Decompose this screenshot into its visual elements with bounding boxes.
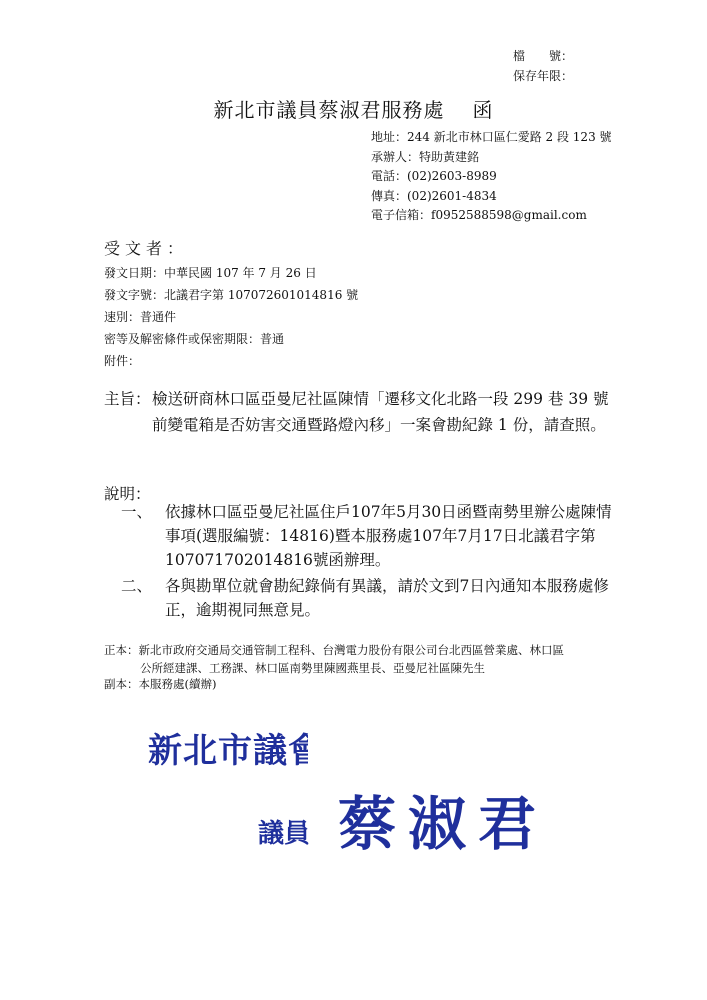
retention-period-label: 保存年限： <box>513 69 574 83</box>
seal-organization-text: 新北市議會 <box>148 731 308 771</box>
copy-recipients: 副本：本服務處(續辦) <box>104 677 217 691</box>
seal-signature-svg <box>258 780 588 860</box>
subject-text: 檢送研商林口區亞曼尼社區陳情「遷移文化北路一段 299 巷 39 號前變電箱是否妨害交通暨路燈內移」一案會勘紀錄 1 份，請查照。 <box>152 390 609 434</box>
item-number: 一、 <box>121 503 153 521</box>
seal-name-text: 蔡淑君 <box>338 790 549 858</box>
seal-organization-svg <box>148 722 308 774</box>
archive-block <box>513 46 573 86</box>
meta-block <box>104 262 358 372</box>
issue-number: 發文字號：北議君字第 107072601014816 號 <box>104 288 359 302</box>
item-number: 二、 <box>121 577 153 595</box>
seal-organization <box>148 722 308 778</box>
handler: 承辦人：特助黃建銘 <box>371 149 480 164</box>
original-line: 正本：新北市政府交通局交通管制工程科、台灣電力股份有限公司台北西區營業處、林口區 <box>104 643 564 657</box>
security-level: 密等及解密條件或保密期限：普通 <box>104 332 285 346</box>
file-number-label: 檔 號： <box>513 49 574 63</box>
phone: 電話：(02)2603-8989 <box>371 169 497 183</box>
document-title <box>0 94 707 123</box>
subject-label: 主旨： <box>104 390 151 408</box>
original-recipients <box>104 641 564 677</box>
seal-signature <box>258 780 588 864</box>
recipient-label: 受文者： <box>104 239 189 258</box>
issue-date: 發文日期：中華民國 107 年 7 月 26 日 <box>104 266 317 280</box>
delivery-speed: 速別：普通件 <box>104 310 177 324</box>
attachment-label: 附件： <box>104 354 141 368</box>
subject-section <box>104 386 624 438</box>
office-name: 新北市議員蔡淑君服務處 <box>213 98 445 122</box>
fax: 傳真：(02)2601-4834 <box>371 188 497 203</box>
contact-block <box>371 128 612 226</box>
document-type: 函 <box>472 98 494 122</box>
email: 電子信箱：f0952588598@gmail.com <box>371 208 587 222</box>
address: 地址：244 新北市林口區仁愛路 2 段 123 號 <box>371 130 612 144</box>
explanation-label: 說明： <box>104 485 151 503</box>
original-line-cont: 公所經建課、工務課、林口區南勢里陳國燕里長、亞曼尼社區陳先生 <box>140 661 485 675</box>
item-text: 依據林口區亞曼尼社區住戶107年5月30日函暨南勢里辦公處陳情事項(選服編號：14816)暨本服務處107年7月17日北議君字第107071702014816號函辦理。 <box>165 503 612 569</box>
seal-role-text: 議員 <box>258 819 311 849</box>
item-text: 各與勘單位就會勘紀錄倘有異議，請於文到7日內通知本服務處修正，逾期視同無意見。 <box>165 577 609 619</box>
